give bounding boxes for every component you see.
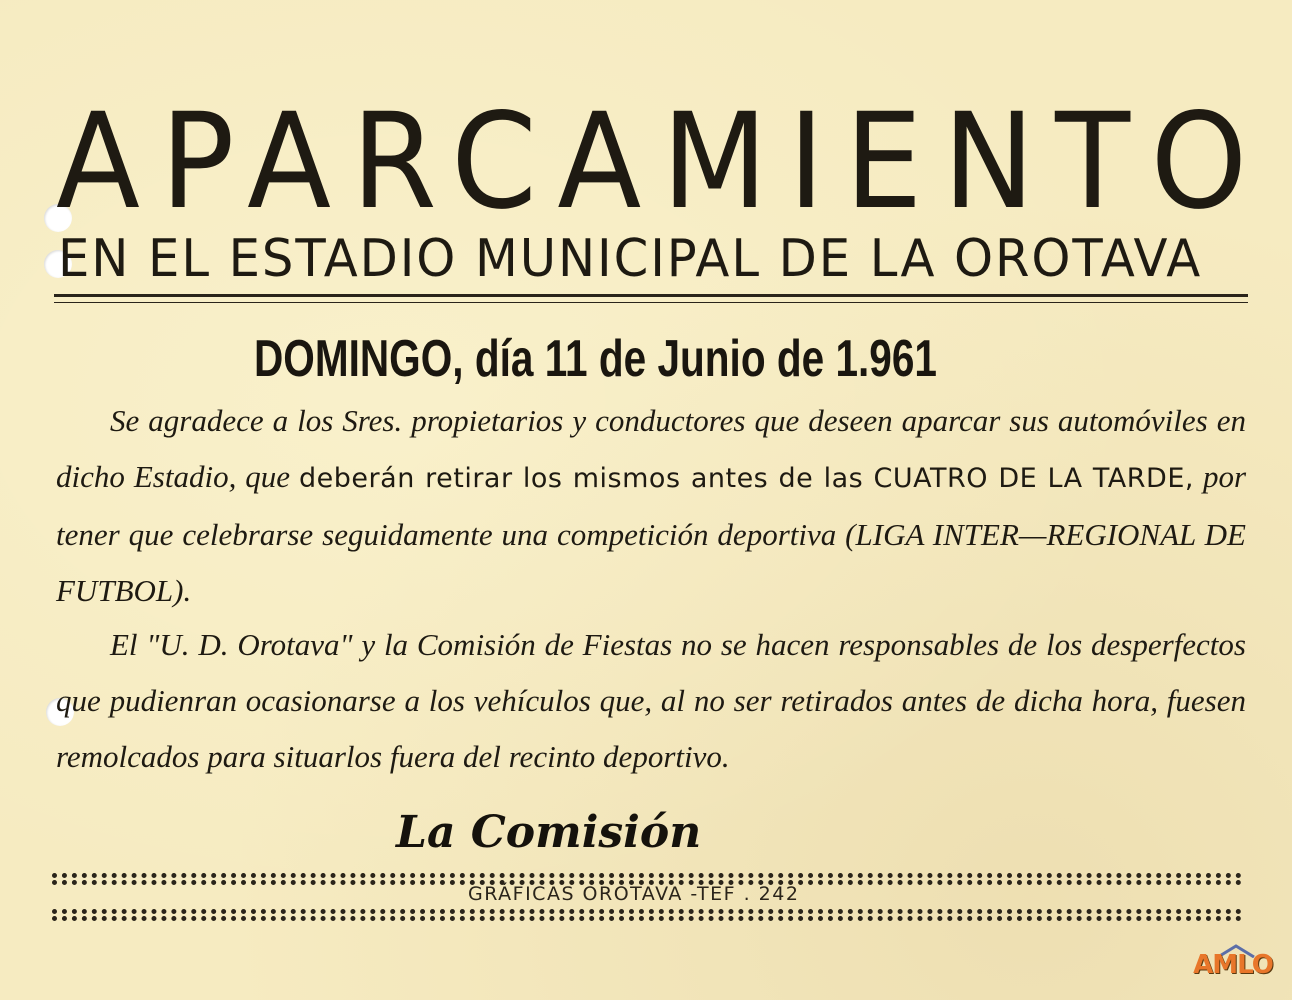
printer-imprint: GRÁFICAS OROTAVA -TEF . 242 bbox=[468, 883, 800, 905]
signature: La Comisión bbox=[396, 807, 702, 858]
event-date: DOMINGO, día 11 de Junio de 1.961 bbox=[254, 330, 937, 388]
document-subtitle: EN EL ESTADIO MUNICIPAL DE LA OROTAVA bbox=[58, 229, 1203, 289]
document-title: APARCAMIENTO bbox=[56, 85, 1268, 239]
watermark-logo bbox=[1182, 944, 1284, 984]
paragraph-notice bbox=[56, 393, 1246, 619]
title-divider bbox=[54, 294, 1248, 303]
dotted-rule bbox=[52, 909, 1242, 914]
paragraph-notice-part1: Se agradece a los Sres. propietarios y conductores que deseen aparcar sus automóviles en dicho Estadio, que bbox=[56, 403, 1246, 494]
paragraph-notice-part3: por tener que celebrarse seguidamente una competición deportiva (LIGA INTER—REGIONAL DE FUTBOL). bbox=[56, 459, 1247, 608]
paragraph-notice-emphasis: deberán retirar los mismos antes de las CUATRO DE LA TARDE, bbox=[299, 463, 1194, 494]
dotted-rule bbox=[52, 916, 1242, 921]
logo-text: AMLO bbox=[1193, 950, 1273, 980]
dotted-rule bbox=[52, 873, 1242, 878]
paragraph-disclaimer: El "U. D. Orotava" y la Comisión de Fiestas no se hacen responsables de los desperfectos que pudienran ocasionarse a los vehículos que, al no ser retirados antes de dicha hora, fuesen remolcados para situarlos fuera del recinto deportivo. bbox=[56, 627, 1246, 774]
